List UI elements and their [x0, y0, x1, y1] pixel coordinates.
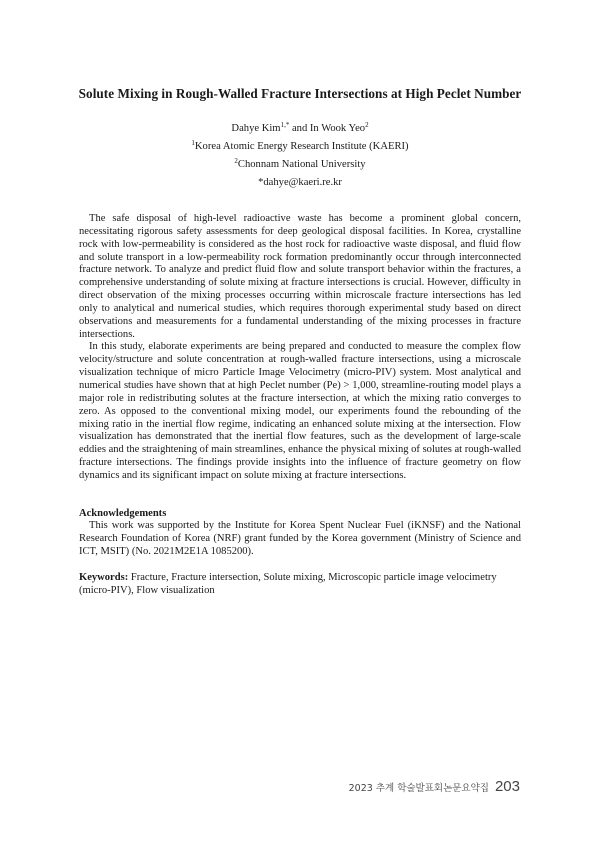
keywords-label: Keywords: [79, 572, 129, 583]
paper-title: Solute Mixing in Rough-Walled Fracture Intersections at High Peclet Number [78, 86, 522, 101]
keywords-section [79, 572, 521, 598]
affiliation-mark: 2 [234, 157, 238, 165]
author-affiliation-mark: 2 [365, 121, 369, 129]
author-name: In Wook Yeo [309, 123, 366, 134]
affiliation-text: Korea Atomic Energy Research Institute (KAERI) [194, 141, 409, 152]
author-connector: and [289, 123, 310, 134]
affiliation-line [0, 141, 600, 152]
corresponding-email: *dahye@kaeri.re.kr [258, 177, 342, 188]
author-affiliation-mark: 1,* [280, 121, 290, 129]
abstract-body [79, 213, 521, 483]
affiliation-line [0, 159, 600, 170]
author-name: Dahye Kim [231, 123, 281, 134]
affiliation-text: Chonnam National University [237, 159, 366, 170]
acknowledgements-text: This work was supported by the Institute for Korea Spent Nuclear Fuel (iKNSF) and the National Research Foundation of Korea (NRF) grant funded by the Korea government (Ministry of Science and ICT, MSIT) (No. 2021M2E1A 1085200). [79, 520, 521, 557]
keywords-text: Fracture, Fracture intersection, Solute mixing, Microscopic particle image velocimetry (micro-PIV), Flow visualization [79, 572, 497, 596]
affiliation-mark: 1 [191, 139, 195, 147]
acknowledgements-heading: Acknowledgements [79, 508, 167, 519]
abstract-paragraph: The safe disposal of high-level radioactive waste has become a prominent global concern, necessitating rigorous safety assessments for deep geological disposal facilities. In Korea, crystalline rock with low-permeability is considered as the host rock for radioactive waste disposal, and fluid flow and solute transport in a low-permeability rock formation predominantly occur through interconnected fracture network. To analyze and predict fluid flow and solute transport behavior within the fractures, a comprehensive understanding of solute mixing at fracture intersections is crucial. However, difficulty in direct observation of the mixing processes occurring within microscale fracture intersections has led only to analytical and numerical studies, which requires thorough experimental study based on direct observations and measurements for a fundamental understanding of the mixing processes in fracture intersections. [79, 213, 521, 340]
abstract-paragraph: In this study, elaborate experiments are being prepared and conducted to measure the complex flow velocity/structure and solute concentration at rough-walled fracture intersections, using a microscale visualization technique of micro Particle Image Velocimetry (micro-PIV) system. Most analytical and numerical studies have shown that at high Peclet number (Pe) > 1,000, streamline-routing model plays a major role in redistributing solutes at the fracture intersection, at which the mixing ratio converges to zero. As opposed to the conventional mixing model, our experiments found the rebounding of the mixing ratio in the inertial flow regime, indicating an enhanced solute mixing at the intersection. Flow visualization has demonstrated that the inertial flow features, such as the development of large-scale eddies and the straightening of main streamlines, enhance the physical mixing of solutes at rough-walled fracture intersections. The findings provide insights into the influence of fracture geometry on flow dynamics and its significant impact on solute mixing at fracture intersections. [79, 341, 521, 481]
author-line [0, 123, 600, 134]
conference-name: 2023 추계 학술발표회논문요약집 [348, 783, 489, 794]
page-footer [349, 778, 520, 795]
page-number: 203 [494, 778, 520, 795]
acknowledgements-body [79, 520, 521, 559]
